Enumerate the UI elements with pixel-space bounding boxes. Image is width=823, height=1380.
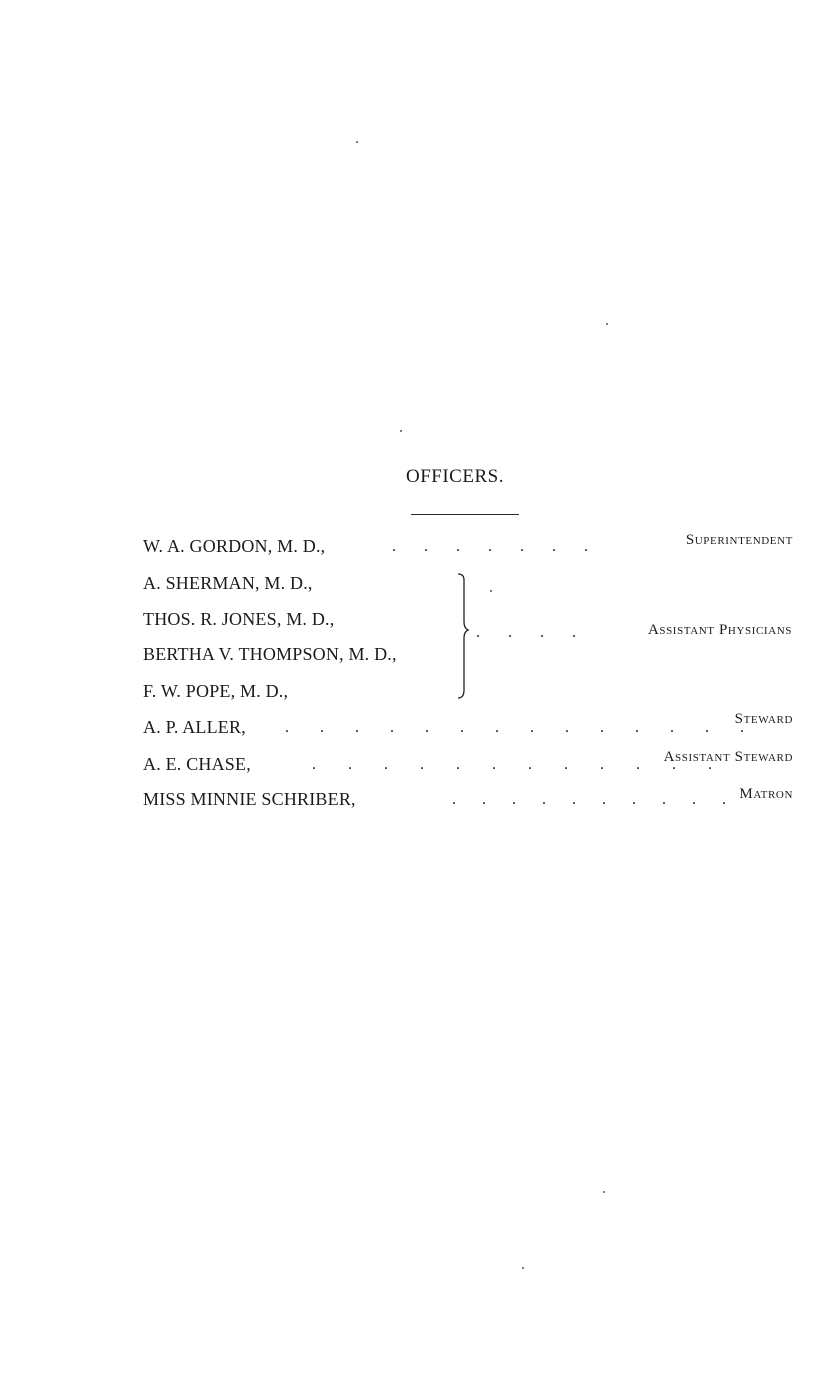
dot-leader-physicians: . . . . — [476, 624, 588, 641]
page-heading: OFFICERS. — [406, 466, 504, 487]
officer-title-assistant-physicians: Assistant Physicians — [647, 622, 792, 638]
scan-speck — [400, 430, 402, 432]
officer-name-pope: F. W. POPE, M. D., — [143, 681, 289, 701]
dot-leader-aller: . . . . . . . . . . . . . . — [285, 719, 758, 736]
officer-title-steward: Steward — [734, 711, 793, 727]
officer-title-matron: Matron — [739, 786, 793, 802]
scan-speck — [522, 1267, 524, 1269]
scan-speck — [356, 141, 358, 143]
officer-name-aller: A. P. ALLER, — [143, 717, 246, 737]
officer-name-schriber: MISS MINNIE SCHRIBER, — [143, 789, 356, 809]
grouping-brace — [452, 572, 472, 702]
scan-speck — [603, 1191, 605, 1193]
officer-title-assistant-steward: Assistant Steward — [663, 749, 793, 765]
officer-name-gordon: W. A. GORDON, M. D., — [143, 536, 326, 556]
stray-dot — [490, 590, 492, 592]
heading-rule — [411, 514, 519, 515]
officer-name-chase: A. E. CHASE, — [143, 754, 251, 774]
officer-title-superintendent: Superintendent — [685, 532, 793, 548]
officer-name-sherman: A. SHERMAN, M. D., — [143, 573, 313, 593]
dot-leader-gordon: . . . . . . . — [392, 538, 600, 555]
officer-name-thompson: BERTHA V. THOMPSON, M. D., — [143, 644, 397, 664]
dot-leader-chase: . . . . . . . . . . . . — [312, 756, 726, 773]
scan-speck — [606, 323, 608, 325]
officer-name-jones: THOS. R. JONES, M. D., — [143, 609, 335, 629]
dot-leader-schriber: . . . . . . . . . . — [452, 791, 737, 808]
